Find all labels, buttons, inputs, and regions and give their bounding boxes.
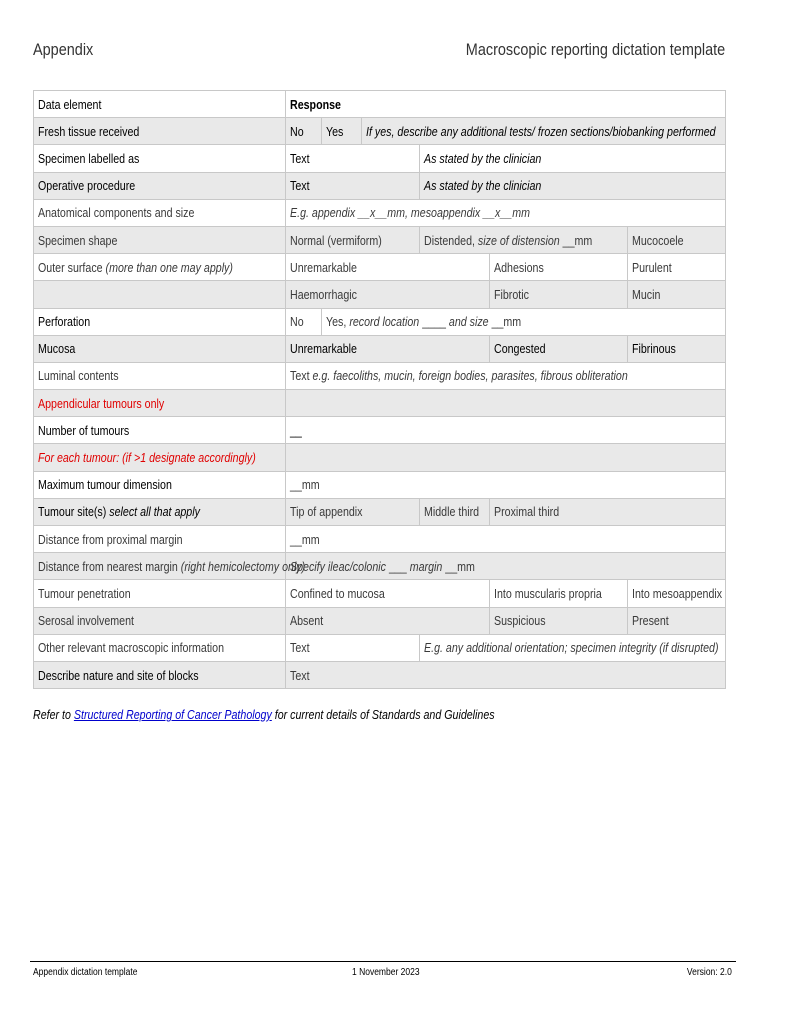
row-label: Describe nature and site of blocks	[34, 661, 286, 688]
table-row	[34, 254, 726, 281]
row-label: Specimen shape	[34, 226, 286, 253]
table-row	[34, 498, 726, 525]
option-cell[interactable]: Normal (vermiform)	[286, 226, 420, 253]
table-row	[34, 661, 726, 688]
option-cell[interactable]: Congested	[490, 335, 628, 362]
header-cell-data-element: Data element	[34, 91, 286, 118]
row-label: Mucosa	[34, 335, 286, 362]
option-cell[interactable]: Unremarkable	[286, 335, 490, 362]
option-cell[interactable]: Yes	[322, 118, 362, 145]
response-cell[interactable]: Text	[286, 634, 420, 661]
option-cell[interactable]: Unremarkable	[286, 254, 490, 281]
response-cell[interactable]: __mm	[286, 471, 726, 498]
response-cell[interactable]: __mm	[286, 526, 726, 553]
response-cell[interactable]: Text	[286, 661, 726, 688]
response-cell	[286, 444, 726, 471]
option-cell[interactable]: Middle third	[420, 498, 490, 525]
row-label: Luminal contents	[34, 362, 286, 389]
dictation-table	[33, 90, 726, 689]
row-label: Maximum tumour dimension	[34, 471, 286, 498]
header-subtitle: Macroscopic reporting dictation template	[465, 40, 725, 59]
table-row	[34, 362, 726, 389]
option-cell[interactable]: Confined to mucosa	[286, 580, 490, 607]
table-row	[34, 335, 726, 362]
table-row	[34, 281, 726, 308]
instruction-cell: E.g. any additional orientation; specimen integrity (if disrupted)	[420, 634, 726, 661]
option-cell[interactable]: Into mesoappendix	[628, 580, 726, 607]
response-cell	[286, 390, 726, 417]
option-cell[interactable]: Haemorrhagic	[286, 281, 490, 308]
table-row	[34, 526, 726, 553]
table-row	[34, 444, 726, 471]
table-row	[34, 553, 726, 580]
table-row	[34, 91, 726, 118]
table-row	[34, 226, 726, 253]
table-row	[34, 471, 726, 498]
option-cell[interactable]: Mucocoele	[628, 226, 726, 253]
response-cell[interactable]: Specify ileac/colonic ___ margin __mm	[286, 553, 726, 580]
option-cell[interactable]: Mucin	[628, 281, 726, 308]
option-cell[interactable]: Yes, record location ____ and size __mm	[322, 308, 726, 335]
structured-reporting-link[interactable]: Structured Reporting of Cancer Pathology	[73, 707, 272, 722]
table-row	[34, 199, 726, 226]
footer-version: Version: 2.0	[687, 967, 732, 978]
table-row	[34, 580, 726, 607]
table-row	[34, 308, 726, 335]
table-row	[34, 634, 726, 661]
option-cell[interactable]: Absent	[286, 607, 490, 634]
table-row	[34, 118, 726, 145]
header-cell-response: Response	[286, 91, 726, 118]
footer-doc-name: Appendix dictation template	[33, 967, 138, 978]
row-label: Number of tumours	[34, 417, 286, 444]
row-label: Serosal involvement	[34, 607, 286, 634]
note-prefix: Refer to	[33, 707, 74, 722]
footer-divider	[30, 961, 736, 962]
instruction-cell: If yes, describe any additional tests/ frozen sections/biobanking performed	[362, 118, 726, 145]
reference-note	[33, 707, 596, 722]
response-cell[interactable]: Text	[286, 172, 420, 199]
option-cell[interactable]: Purulent	[628, 254, 726, 281]
note-suffix: for current details of Standards and Guidelines	[271, 707, 495, 722]
table-row	[34, 607, 726, 634]
option-cell[interactable]: Proximal third	[490, 498, 726, 525]
row-label	[34, 281, 286, 308]
table-row	[34, 145, 726, 172]
option-cell[interactable]: Adhesions	[490, 254, 628, 281]
option-cell[interactable]: Suspicious	[490, 607, 628, 634]
row-label: Anatomical components and size	[34, 199, 286, 226]
header-title: Appendix	[33, 40, 94, 59]
row-label: Distance from nearest margin (right hemicolectomy only)	[34, 553, 286, 580]
instruction-cell: As stated by the clinician	[420, 172, 726, 199]
option-cell[interactable]: Distended, size of distension __mm	[420, 226, 628, 253]
response-cell[interactable]: E.g. appendix __x__mm, mesoappendix __x__mm	[286, 199, 726, 226]
row-label: Outer surface (more than one may apply)	[34, 254, 286, 281]
section-label: Appendicular tumours only	[34, 390, 286, 417]
row-label: Tumour penetration	[34, 580, 286, 607]
option-cell[interactable]: Into muscularis propria	[490, 580, 628, 607]
instruction-cell: As stated by the clinician	[420, 145, 726, 172]
option-cell[interactable]: No	[286, 308, 322, 335]
row-label: Operative procedure	[34, 172, 286, 199]
option-cell[interactable]: Present	[628, 607, 726, 634]
row-label: Tumour site(s) select all that apply	[34, 498, 286, 525]
table-row	[34, 172, 726, 199]
row-label: Distance from proximal margin	[34, 526, 286, 553]
response-cell[interactable]: Text e.g. faecoliths, mucin, foreign bodies, parasites, fibrous obliteration	[286, 362, 726, 389]
option-cell[interactable]: Fibrinous	[628, 335, 726, 362]
section-label: For each tumour: (if >1 designate accordingly)	[34, 444, 286, 471]
footer-date: 1 November 2023	[352, 967, 420, 978]
row-label: Other relevant macroscopic information	[34, 634, 286, 661]
option-cell[interactable]: Tip of appendix	[286, 498, 420, 525]
option-cell[interactable]: Fibrotic	[490, 281, 628, 308]
option-cell[interactable]: No	[286, 118, 322, 145]
row-label: Perforation	[34, 308, 286, 335]
table-row	[34, 417, 726, 444]
response-cell[interactable]: __	[286, 417, 726, 444]
row-label: Fresh tissue received	[34, 118, 286, 145]
response-cell[interactable]: Text	[286, 145, 420, 172]
row-label: Specimen labelled as	[34, 145, 286, 172]
table-row	[34, 390, 726, 417]
